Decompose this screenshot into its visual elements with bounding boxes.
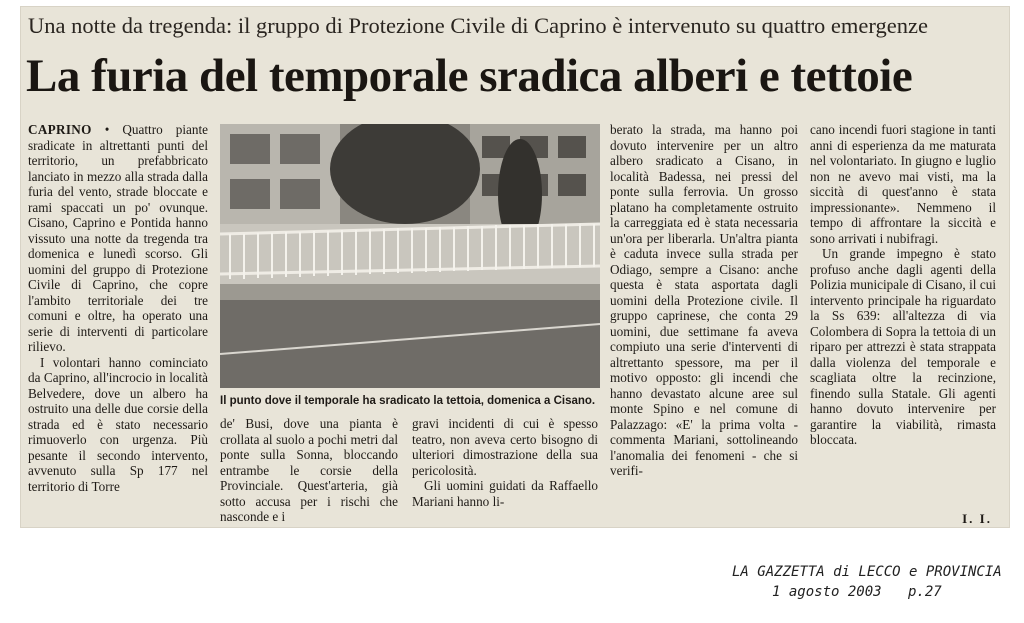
handwritten-date: 1 agosto 2003 (772, 584, 882, 600)
article-photo (220, 124, 600, 388)
article-column-5 (810, 122, 996, 448)
article-headline: La furia del temporale sradica alberi e tettoie (26, 50, 913, 102)
col5-paragraph-2: Un grande impegno è stato profuso anche dagli agenti della Polizia municipale di Cisano, il cui intervento principale ha riguardato la Ss 639: all'altezza di via Colombera di Sopra la tettoia di un riparo per attrezzi è stata strappata dalla violenza del temporale e scagliata oltre la recinzione, finendo sulla Statale. Gli agenti hanno dovuto intervenire per garantire la viabilità, rimasta bloccata. (810, 246, 996, 447)
article-column-4 (610, 122, 798, 479)
article-column-2 (220, 416, 398, 525)
col1-paragraph-2: I volontari hanno cominciato da Caprino, all'incrocio in località Belvedere, dove un albero ha ostruito una delle due corsie della strada ed è stato necessario rimuoverlo con urgenza. Più pesante il secondo intervento, avvenuto sulla Sp 177 nel territorio di Torre (28, 354, 208, 494)
article-dateline: CAPRINO (28, 122, 92, 137)
col3-paragraph-1: gravi incidenti di cui è spesso teatro, non aveva certo bisogno di ulteriori dimostrazione della sua pericolosità. (412, 416, 598, 478)
article-column-3 (412, 416, 598, 509)
col2-paragraph: de' Busi, dove una pianta è crollata al suolo a pochi metri dal ponte sulla Sonna, bloccando entrambe le corsie della Provinciale. Quest'arteria, già sotto accusa per i rischi che nasconde e i (220, 416, 398, 524)
author-signature: I. I. (962, 511, 992, 526)
col3-paragraph-2: Gli uomini guidati da Raffaello Mariani hanno li- (412, 478, 598, 509)
col1-paragraph-1: Quattro piante sradicate in altrettanti punti del territorio, un prefabbricato lanciato in mezzo alla strada dalla furia del vento, strade bloccate e rami spaccati un po' ovunque. Cisano, Caprino e Pontida hanno vissuto una notte da tregenda tra domenica e lunedì scorso. Gli uomini del gruppo di Protezione Civile di Caprino, che copre l'ambito territoriale dei tre comuni e oltre, ha operato una serie di interventi di particolare rilievo. (28, 122, 208, 354)
handwritten-page: p.27 (908, 584, 942, 600)
photo-caption: Il punto dove il temporale ha sradicato la tettoia, domenica a Cisano. (220, 395, 596, 407)
handwritten-source: LA GAZZETTA di LECCO e PROVINCIA (732, 564, 1002, 580)
article-kicker: Una notte da tregenda: il gruppo di Protezione Civile di Caprino è intervenuto su quattro emergenze (28, 13, 928, 38)
street-photo-illustration (220, 124, 600, 388)
col4-paragraph: berato la strada, ma hanno poi dovuto intervenire per un altro albero sradicato a Cisano, in località Badessa, nei pressi del ponte sulla ferrovia. Un grosso platano ha completamente ostruito la carreggiata ed è stata necessaria un'ora per liberarla. Un'altra pianta è caduta invece sulla strada per Odiago, sempre a Cisano: anche questa è stata asportata dagli uomini della Protezione civile. Il gruppo caprinese, che conta 29 uomini, due settimane fa aveva compiuto una serie d'interventi di altrettanto spessore, ma per il motivo opposto: gli incendi che hanno devastato alcune aree sul monte Spino e nel comune di Palazzago: «E' la prima volta - commenta Mariani, sottolineando l'anomalia dei fenomeni - che si verifi- (610, 122, 798, 478)
article-column-1: CAPRINO • Quattro piante sradicate in altrettanti punti del territorio, un prefabbricato lanciato in mezzo alla strada dalla furia del vento, strade bloccate e rami spaccati un po' ovunque. Cisano, Caprino e Pontida hanno vissuto una notte da tregenda tra domenica e lunedì scorso. Gli uomini del gruppo di Protezione Civile di Caprino, che copre l'ambito territoriale dei tre comuni e oltre, ha operato una serie di interventi di particolare rilievo. I volontari hanno cominciato da Caprino, all'incrocio in località Belvedere, dove un albero ha ostruito una delle due corsie della strada ed è stato necessario rimuoverlo con urgenza. Più pesante il secondo intervento, avvenuto sulla Sp 177 nel territorio di Torre (28, 122, 208, 494)
col5-paragraph-1: cano incendi fuori stagione in tanti anni di esperienza da me maturata nel volontariato. In giugno e luglio non ne avevo mai visti, ma la siccità di quest'anno è stata impressionante». Nemmeno il tempo di affrontare la siccità e sono arrivati i nubifragi. (810, 122, 996, 246)
newspaper-clipping (20, 6, 1010, 528)
